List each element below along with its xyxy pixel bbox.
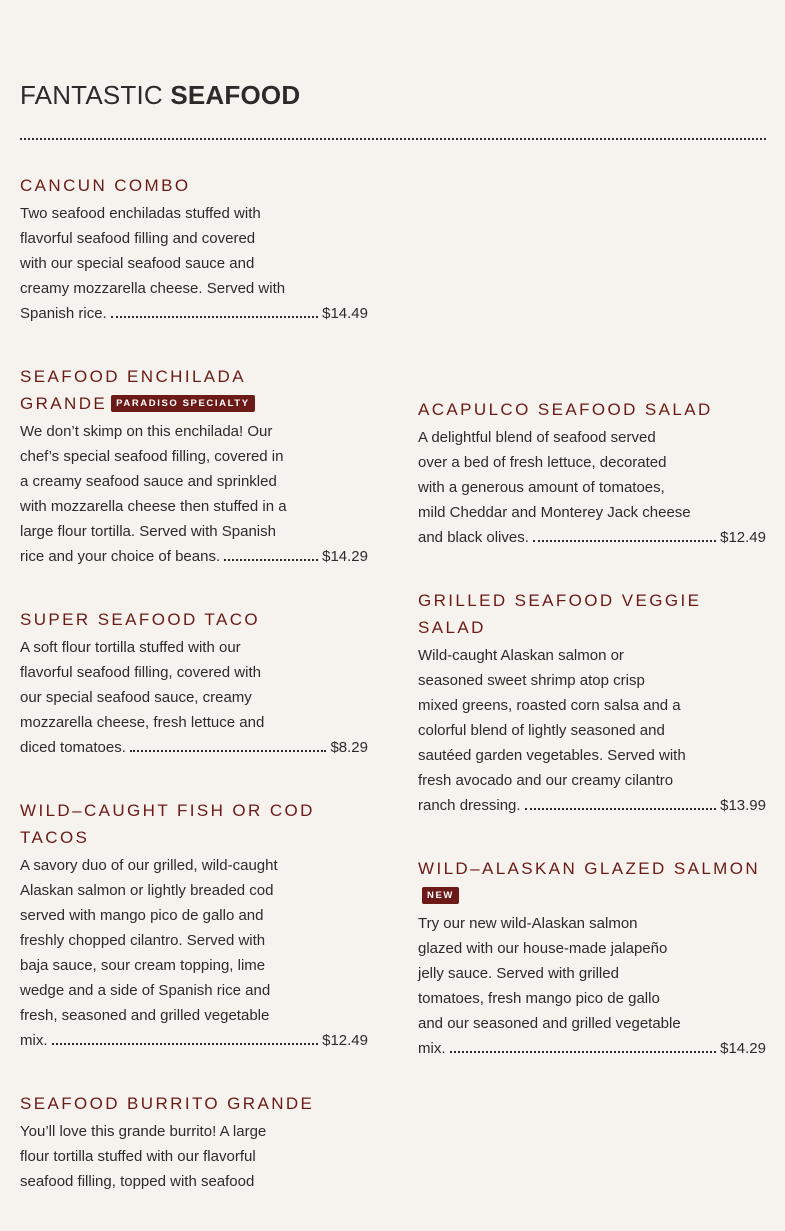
desc-line: creamy mozzarella cheese. Served with [20,280,286,297]
item-name: GRILLED SEAFOOD VEGGIE SALAD [418,591,702,637]
desc-line: flavorful seafood filling, covered with [20,664,261,681]
item-name: WILD–CAUGHT FISH OR COD TACOS [20,801,315,847]
desc-line: our special seafood sauce, creamy [20,689,252,706]
dotted-leader [525,808,717,810]
item-name: SEAFOOD BURRITO GRANDE [20,1094,315,1113]
item-name: ACAPULCO SEAFOOD SALAD [418,400,713,419]
price-row [20,735,368,760]
title-bold: SEAFOOD [170,80,301,110]
new-badge: NEW [422,887,459,904]
desc-line: We don’t skimp on this enchilada! Our [20,423,273,440]
desc-line: fresh avocado and our creamy cilantro [418,772,674,789]
desc-line: freshly chopped cilantro. Served with [20,932,266,949]
item-name-line [20,390,368,417]
desc-line: seasoned sweet shrimp atop crisp [418,672,645,689]
desc-line: colorful blend of lightly seasoned and [418,722,665,739]
item-price: $12.49 [720,529,766,546]
price-row [418,793,766,818]
price-row [20,544,368,569]
menu-item-cancun-combo [20,172,368,326]
item-name-line-2: GRANDE [20,394,108,413]
dotted-leader [533,540,716,542]
item-description [418,643,698,793]
desc-line: Two seafood enchiladas stuffed with [20,205,261,222]
item-description [418,425,698,525]
desc-last-line: rice and your choice of beans. [20,548,221,565]
dotted-leader [111,316,318,318]
item-description [20,419,300,544]
desc-line: mild Cheddar and Monterey Jack cheese [418,504,691,521]
price-row [418,1036,766,1061]
item-price: $12.49 [322,1032,368,1049]
desc-line: flour tortilla stuffed with our flavorful [20,1148,256,1165]
item-name [418,855,766,909]
dotted-leader [52,1043,319,1045]
price-row [418,525,766,550]
desc-line: with our special seafood sauce and [20,255,255,272]
right-column [418,396,766,1098]
desc-line: A savory duo of our grilled, wild-caught [20,857,278,874]
desc-line: flavorful seafood filling and covered [20,230,256,247]
desc-last-line: Spanish rice. [20,305,107,322]
desc-line: wedge and a side of Spanish rice and [20,982,271,999]
desc-line: served with mango pico de gallo and [20,907,264,924]
desc-last-line: mix. [418,1040,446,1057]
menu-item-acapulco-seafood-salad [418,396,766,550]
item-description [418,911,698,1036]
menu-item-seafood-burrito-grande [20,1090,368,1194]
menu-item-fish-cod-tacos [20,797,368,1053]
desc-line: You’ll love this grande burrito! A large [20,1123,267,1140]
desc-line: jelly sauce. Served with grilled [418,965,619,982]
desc-line: over a bed of fresh lettuce, decorated [418,454,667,471]
desc-line: with mozzarella cheese then stuffed in a [20,498,287,515]
menu-item-grilled-seafood-veggie-salad [418,587,766,818]
item-price: $14.29 [720,1040,766,1057]
item-price: $8.29 [330,739,368,756]
price-row [20,1028,368,1053]
menu-item-super-seafood-taco [20,606,368,760]
item-name [20,363,368,417]
desc-last-line: ranch dressing. [418,797,521,814]
desc-line: Alaskan salmon or lightly breaded cod [20,882,274,899]
dotted-leader [224,559,318,561]
price-row [20,301,368,326]
item-description [20,853,300,1028]
desc-line: glazed with our house-made jalapeño [418,940,668,957]
item-name: SUPER SEAFOOD TACO [20,610,260,629]
menu-item-seafood-enchilada-grande [20,363,368,569]
desc-line: chef’s special seafood filling, covered in [20,448,284,465]
title-light: FANTASTIC [20,80,163,110]
item-name-line: SEAFOOD ENCHILADA [20,367,246,386]
dotted-leader [450,1051,717,1053]
desc-line: a creamy seafood sauce and sprinkled [20,473,277,490]
desc-line: baja sauce, sour cream topping, lime [20,957,266,974]
desc-line: mozzarella cheese, fresh lettuce and [20,714,265,731]
desc-line: and our seasoned and grilled vegetable [418,1015,681,1032]
item-name: CANCUN COMBO [20,176,191,195]
desc-line: Try our new wild-Alaskan salmon [418,915,638,932]
item-description [20,1119,300,1194]
menu-item-glazed-salmon [418,855,766,1061]
desc-line: with a generous amount of tomatoes, [418,479,665,496]
desc-last-line: and black olives. [418,529,529,546]
title-divider [20,138,766,140]
left-column [20,172,368,1231]
desc-line: large flour tortilla. Served with Spanish [20,523,276,540]
desc-line: tomatoes, fresh mango pico de gallo [418,990,660,1007]
desc-line: Wild-caught Alaskan salmon or [418,647,624,664]
item-price: $13.99 [720,797,766,814]
item-name-text: WILD–ALASKAN GLAZED SALMON [418,859,761,878]
dotted-leader [130,750,327,752]
desc-line: seafood filling, topped with seafood [20,1173,255,1190]
desc-line: mixed greens, roasted corn salsa and a [418,697,681,714]
desc-line: A soft flour tortilla stuffed with our [20,639,241,656]
item-description [20,201,300,301]
specialty-badge: PARADISO SPECIALTY [111,395,255,412]
item-description [20,635,300,735]
item-price: $14.29 [322,548,368,565]
desc-last-line: mix. [20,1032,48,1049]
desc-line: A delightful blend of seafood served [418,429,656,446]
page-title [20,80,300,111]
desc-last-line: diced tomatoes. [20,739,126,756]
desc-line: sautéed garden vegetables. Served with [418,747,686,764]
desc-line: fresh, seasoned and grilled vegetable [20,1007,270,1024]
item-price: $14.49 [322,305,368,322]
